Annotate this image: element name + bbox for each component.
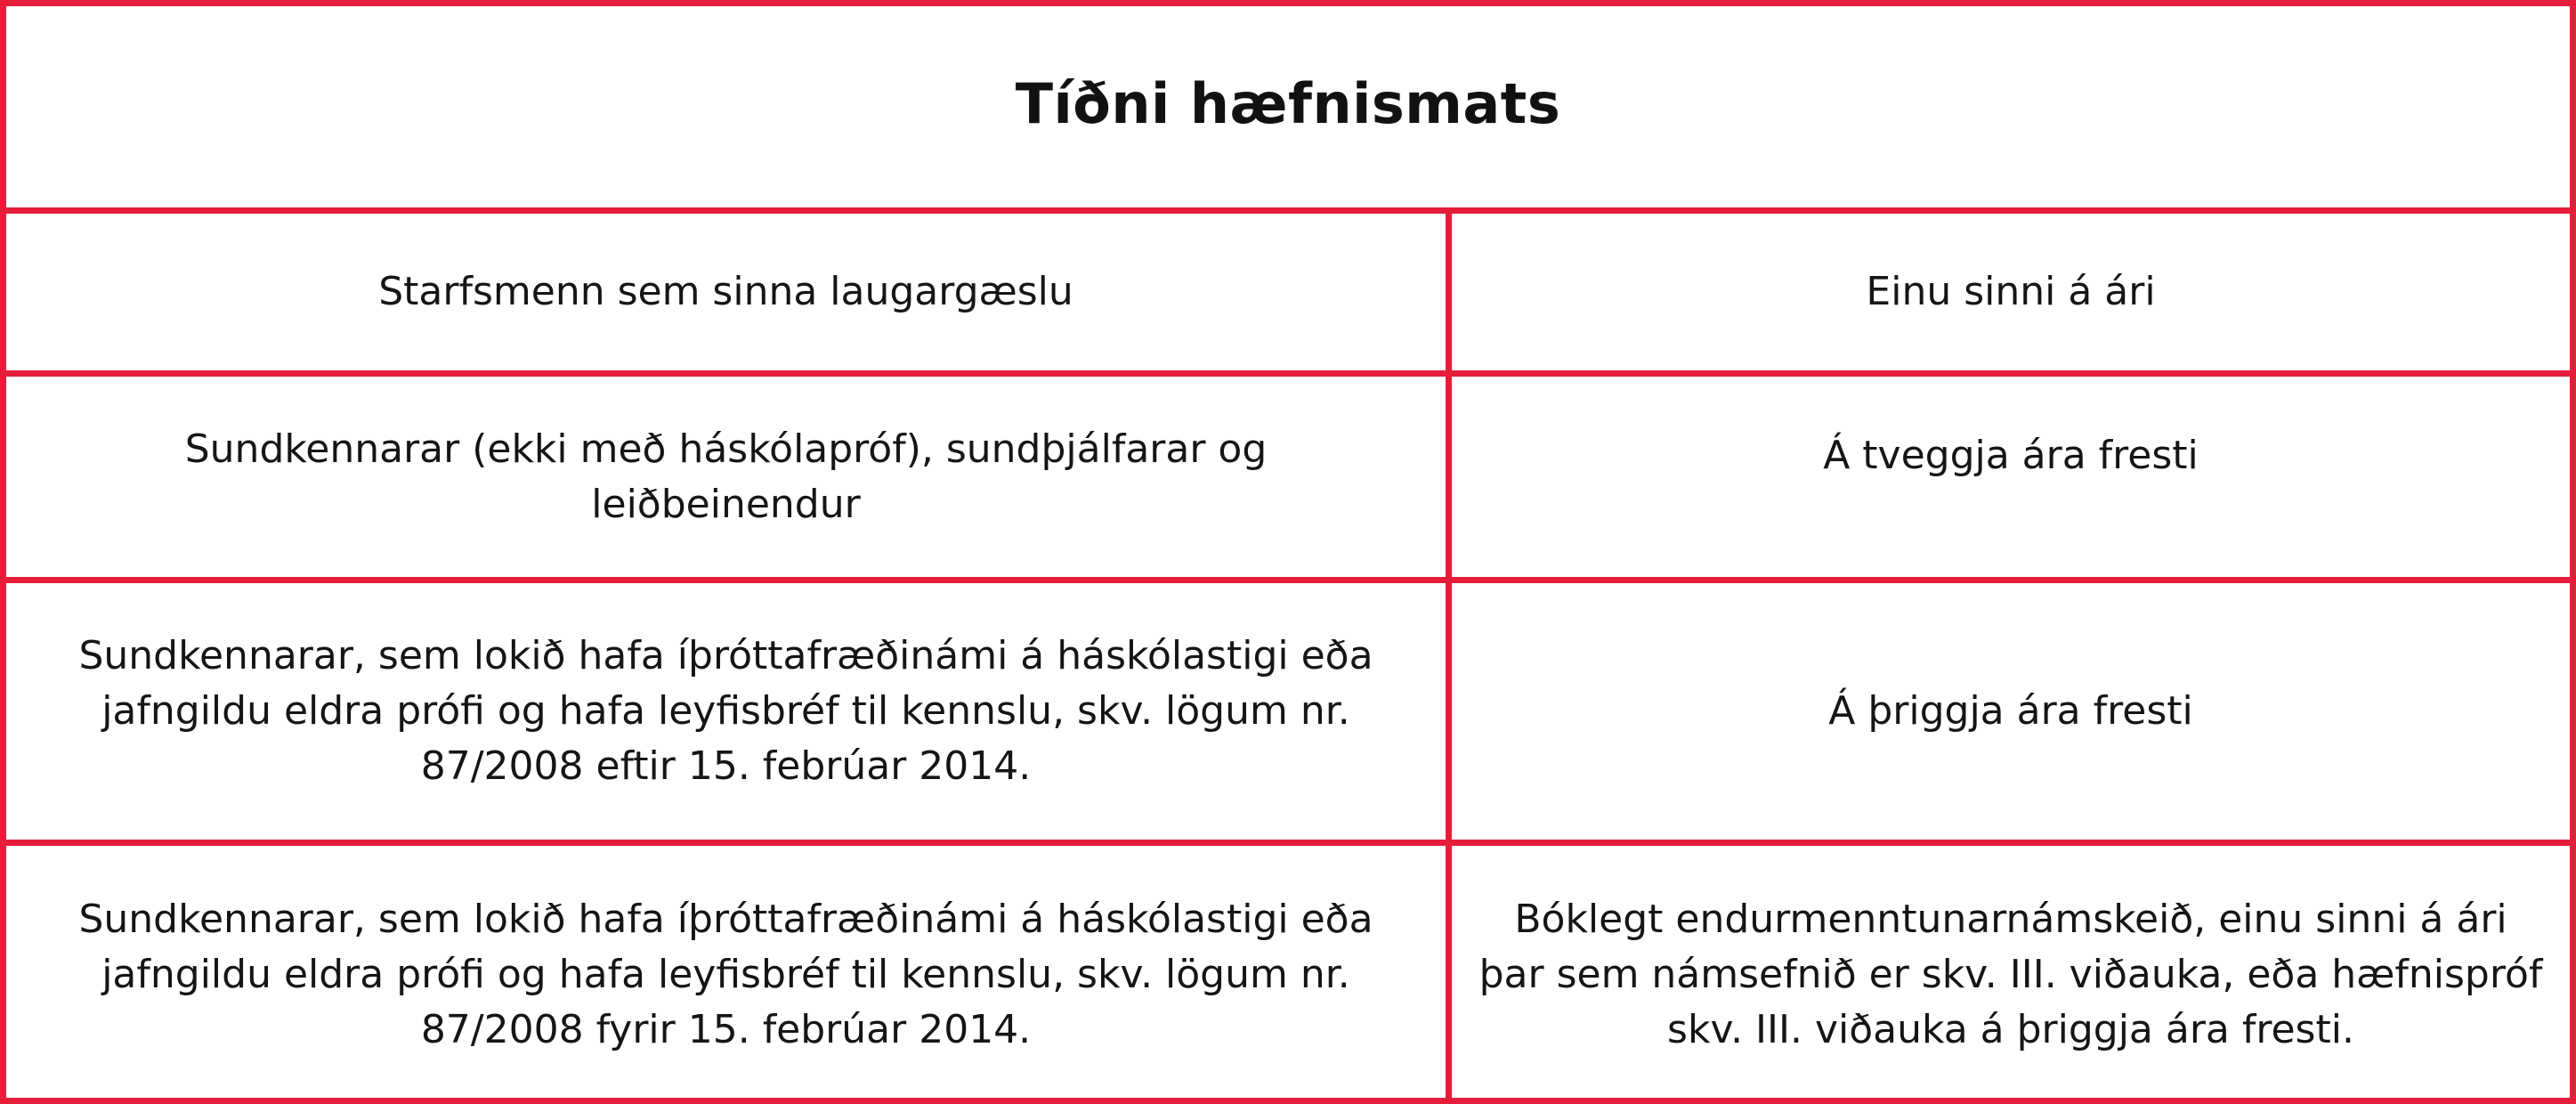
table-row-4-group bbox=[6, 846, 1446, 1104]
row-divider bbox=[6, 577, 2570, 583]
table-header bbox=[6, 6, 2570, 207]
row-divider bbox=[6, 840, 2570, 846]
cell-text: Bóklegt endurmenntunarnámskeið, einu sinni á ári þar sem námsefnið er skv. III. viðauka, eða hæfnispróf skv. III. viðauka á þriggja ára fresti. bbox=[1478, 897, 2543, 1052]
table-row-4-frequency bbox=[1452, 846, 2570, 1104]
table-row-1-group bbox=[6, 214, 1446, 370]
cell-text: Á tveggja ára fresti bbox=[1823, 433, 2199, 478]
table-row-2-group bbox=[6, 377, 1446, 577]
cell-text: Sundkennarar, sem lokið hafa íþróttafræðinámi á háskólastigi eða jafngildu eldra prófi og hafa leyfisbréf til kennslu, skv. lögum nr. 87/2008 eftir 15. febrúar 2014. bbox=[78, 633, 1373, 789]
column-divider bbox=[1446, 207, 1452, 1104]
table-row-2-frequency bbox=[1452, 377, 2570, 577]
table-row-3-group bbox=[6, 583, 1446, 840]
cell-text: Sundkennarar (ekki með háskólapróf), sundþjálfarar og leiðbeinendur bbox=[184, 426, 1268, 527]
cell-text: Einu sinni á ári bbox=[1866, 269, 2156, 314]
cell-text: Sundkennarar, sem lokið hafa íþróttafræðinámi á háskólastigi eða jafngildu eldra prófi og hafa leyfisbréf til kennslu, skv. lögum nr. 87/2008 fyrir 15. febrúar 2014. bbox=[78, 897, 1373, 1052]
cell-text: Starfsmenn sem sinna laugargæslu bbox=[378, 269, 1073, 314]
table-row-1-frequency bbox=[1452, 214, 2570, 370]
table-row-3-frequency bbox=[1452, 583, 2570, 840]
cell-text: Á þriggja ára fresti bbox=[1828, 688, 2193, 734]
row-divider bbox=[6, 370, 2570, 377]
table-title: Tíðni hæfnismats bbox=[1015, 70, 1561, 136]
row-divider bbox=[6, 207, 2570, 214]
